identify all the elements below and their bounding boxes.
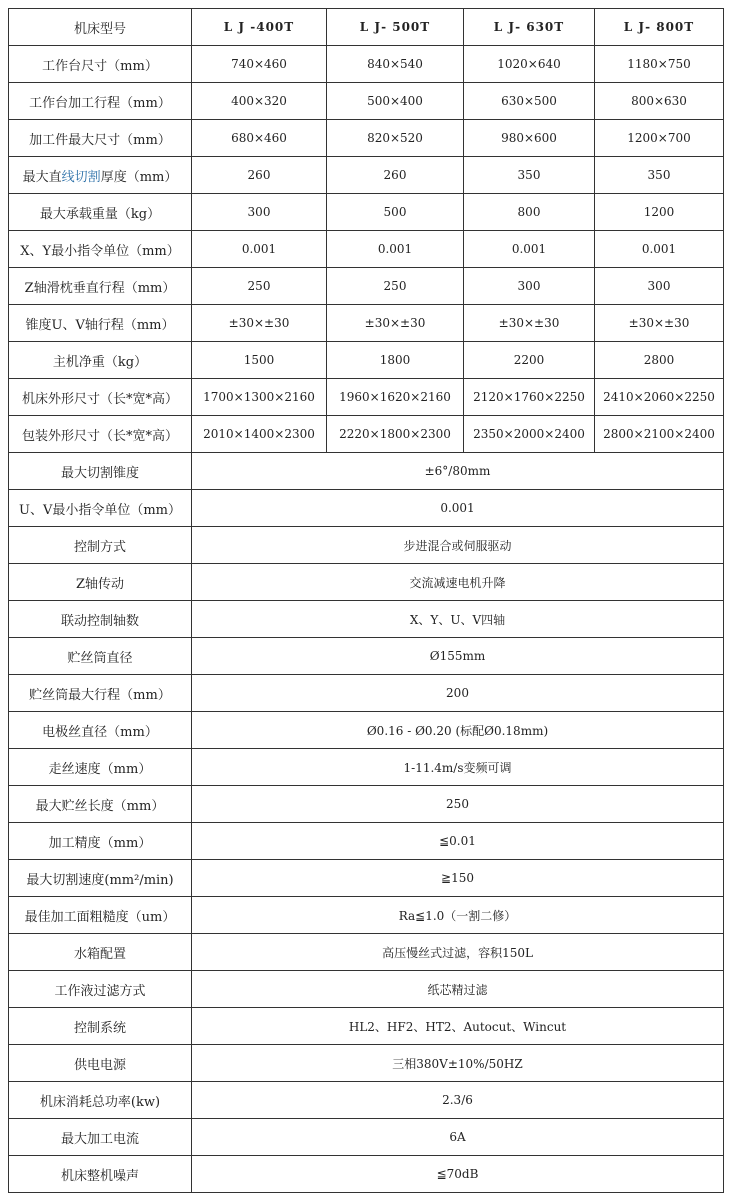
spec-value: 2.3/6: [192, 1082, 724, 1119]
spec-row: [9, 1008, 724, 1045]
spec-value: 0.001: [192, 231, 327, 268]
spec-value: 2800: [595, 342, 724, 379]
spec-value: ≦0.01: [192, 823, 724, 860]
spec-label: 机床消耗总功率(kw): [9, 1082, 192, 1119]
spec-row: [9, 601, 724, 638]
model-header: L J- 500T: [327, 9, 464, 46]
spec-label: Z轴滑枕垂直行程（mm）: [9, 268, 192, 305]
spec-value: 300: [595, 268, 724, 305]
spec-value: 800: [464, 194, 595, 231]
spec-value: ±30×±30: [192, 305, 327, 342]
spec-label: 电极丝直径（mm）: [9, 712, 192, 749]
spec-label: 工作台加工行程（mm）: [9, 83, 192, 120]
spec-value: 0.001: [192, 490, 724, 527]
spec-value: 0.001: [595, 231, 724, 268]
spec-value: 1-11.4m/s变频可调: [192, 749, 724, 786]
spec-row: [9, 934, 724, 971]
spec-value: 300: [192, 194, 327, 231]
spec-row: [9, 120, 724, 157]
spec-value: ±30×±30: [327, 305, 464, 342]
spec-value: 500: [327, 194, 464, 231]
spec-value: X、Y、U、V四轴: [192, 601, 724, 638]
spec-value: 1020×640: [464, 46, 595, 83]
spec-value: 300: [464, 268, 595, 305]
spec-value: 980×600: [464, 120, 595, 157]
spec-label: 包装外形尺寸（长*宽*高）: [9, 416, 192, 453]
spec-value: 1960×1620×2160: [327, 379, 464, 416]
spec-value: ±30×±30: [464, 305, 595, 342]
spec-label: 水箱配置: [9, 934, 192, 971]
spec-label: Z轴传动: [9, 564, 192, 601]
spec-label: 工作液过滤方式: [9, 971, 192, 1008]
spec-row: [9, 490, 724, 527]
model-header: L J -400T: [192, 9, 327, 46]
spec-label: [9, 157, 192, 194]
spec-label: 最大切割速度(mm²/min): [9, 860, 192, 897]
spec-value: 2200: [464, 342, 595, 379]
spec-value: 250: [327, 268, 464, 305]
spec-row: [9, 897, 724, 934]
spec-label: 供电电源: [9, 1045, 192, 1082]
spec-label: 加工件最大尺寸（mm）: [9, 120, 192, 157]
spec-row: [9, 675, 724, 712]
model-header: L J- 800T: [595, 9, 724, 46]
spec-value: 0.001: [327, 231, 464, 268]
label-part: 厚度（mm）: [100, 169, 178, 185]
spec-label: U、V最小指令单位（mm）: [9, 490, 192, 527]
spec-table: [8, 8, 724, 1193]
spec-value: 350: [595, 157, 724, 194]
spec-row: [9, 453, 724, 490]
spec-value: Ra≦1.0（一割二修）: [192, 897, 724, 934]
spec-value: 1200×700: [595, 120, 724, 157]
spec-row: [9, 305, 724, 342]
spec-label: 加工精度（mm）: [9, 823, 192, 860]
spec-row: [9, 1119, 724, 1156]
spec-value: 高压慢丝式过滤，容积150L: [192, 934, 724, 971]
spec-label: 最大加工电流: [9, 1119, 192, 1156]
spec-value: 6A: [192, 1119, 724, 1156]
spec-label: 最大切割锥度: [9, 453, 192, 490]
spec-row: [9, 83, 724, 120]
spec-value: 800×630: [595, 83, 724, 120]
spec-value: 1200: [595, 194, 724, 231]
spec-row: [9, 379, 724, 416]
spec-label: 机床整机噪声: [9, 1156, 192, 1193]
spec-row: [9, 527, 724, 564]
spec-value: 三相380V±10%/50HZ: [192, 1045, 724, 1082]
spec-label: 控制方式: [9, 527, 192, 564]
header-row: [9, 9, 724, 46]
spec-row: [9, 860, 724, 897]
spec-value: 630×500: [464, 83, 595, 120]
spec-value: 200: [192, 675, 724, 712]
spec-label: 最大贮丝长度（mm）: [9, 786, 192, 823]
spec-value: 2010×1400×2300: [192, 416, 327, 453]
spec-row: [9, 157, 724, 194]
spec-value: 2220×1800×2300: [327, 416, 464, 453]
spec-value: 400×320: [192, 83, 327, 120]
spec-value: Ø155mm: [192, 638, 724, 675]
label-part: 最大直: [22, 169, 62, 185]
spec-value: 1500: [192, 342, 327, 379]
spec-value: HL2、HF2、HT2、Autocut、Wincut: [192, 1008, 724, 1045]
spec-value: Ø0.16 - Ø0.20 (标配Ø0.18mm): [192, 712, 724, 749]
spec-label: 联动控制轴数: [9, 601, 192, 638]
spec-value: 820×520: [327, 120, 464, 157]
spec-value: ±6°/80mm: [192, 453, 724, 490]
spec-row: [9, 712, 724, 749]
spec-value: 500×400: [327, 83, 464, 120]
spec-value: ≧150: [192, 860, 724, 897]
spec-value: 840×540: [327, 46, 464, 83]
model-header: L J- 630T: [464, 9, 595, 46]
spec-row: [9, 823, 724, 860]
spec-row: [9, 194, 724, 231]
spec-row: [9, 1082, 724, 1119]
spec-label: 贮丝筒最大行程（mm）: [9, 675, 192, 712]
spec-label: 锥度U、V轴行程（mm）: [9, 305, 192, 342]
spec-row: [9, 638, 724, 675]
spec-label: 控制系统: [9, 1008, 192, 1045]
spec-value: 交流减速电机升降: [192, 564, 724, 601]
spec-value: ≦70dB: [192, 1156, 724, 1193]
spec-row: [9, 231, 724, 268]
spec-row: [9, 1156, 724, 1193]
spec-value: 260: [192, 157, 327, 194]
spec-value: 0.001: [464, 231, 595, 268]
spec-row: [9, 416, 724, 453]
spec-value: 250: [192, 786, 724, 823]
spec-row: [9, 46, 724, 83]
spec-label: 贮丝筒直径: [9, 638, 192, 675]
spec-label: 工作台尺寸（mm）: [9, 46, 192, 83]
spec-label: 最大承载重量（kg）: [9, 194, 192, 231]
wire-cutting-link[interactable]: 线切割: [61, 169, 101, 185]
spec-row: [9, 1045, 724, 1082]
spec-value: 2410×2060×2250: [595, 379, 724, 416]
spec-row: [9, 786, 724, 823]
spec-value: 740×460: [192, 46, 327, 83]
spec-value: 1800: [327, 342, 464, 379]
spec-value: 260: [327, 157, 464, 194]
spec-value: ±30×±30: [595, 305, 724, 342]
spec-value: 350: [464, 157, 595, 194]
spec-value: 250: [192, 268, 327, 305]
spec-value: 1700×1300×2160: [192, 379, 327, 416]
header-label: 机床型号: [9, 9, 192, 46]
spec-row: [9, 268, 724, 305]
spec-row: [9, 749, 724, 786]
spec-label: 最佳加工面粗糙度（um）: [9, 897, 192, 934]
spec-value: 2350×2000×2400: [464, 416, 595, 453]
spec-row: [9, 564, 724, 601]
spec-value: 1180×750: [595, 46, 724, 83]
spec-row: [9, 342, 724, 379]
spec-value: 纸芯精过滤: [192, 971, 724, 1008]
spec-value: 步进混合或伺服驱动: [192, 527, 724, 564]
spec-row: [9, 971, 724, 1008]
spec-value: 680×460: [192, 120, 327, 157]
spec-label: 走丝速度（mm）: [9, 749, 192, 786]
spec-label: X、Y最小指令单位（mm）: [9, 231, 192, 268]
spec-label: 主机净重（kg）: [9, 342, 192, 379]
spec-value: 2800×2100×2400: [595, 416, 724, 453]
spec-label: 机床外形尺寸（长*宽*高）: [9, 379, 192, 416]
spec-value: 2120×1760×2250: [464, 379, 595, 416]
